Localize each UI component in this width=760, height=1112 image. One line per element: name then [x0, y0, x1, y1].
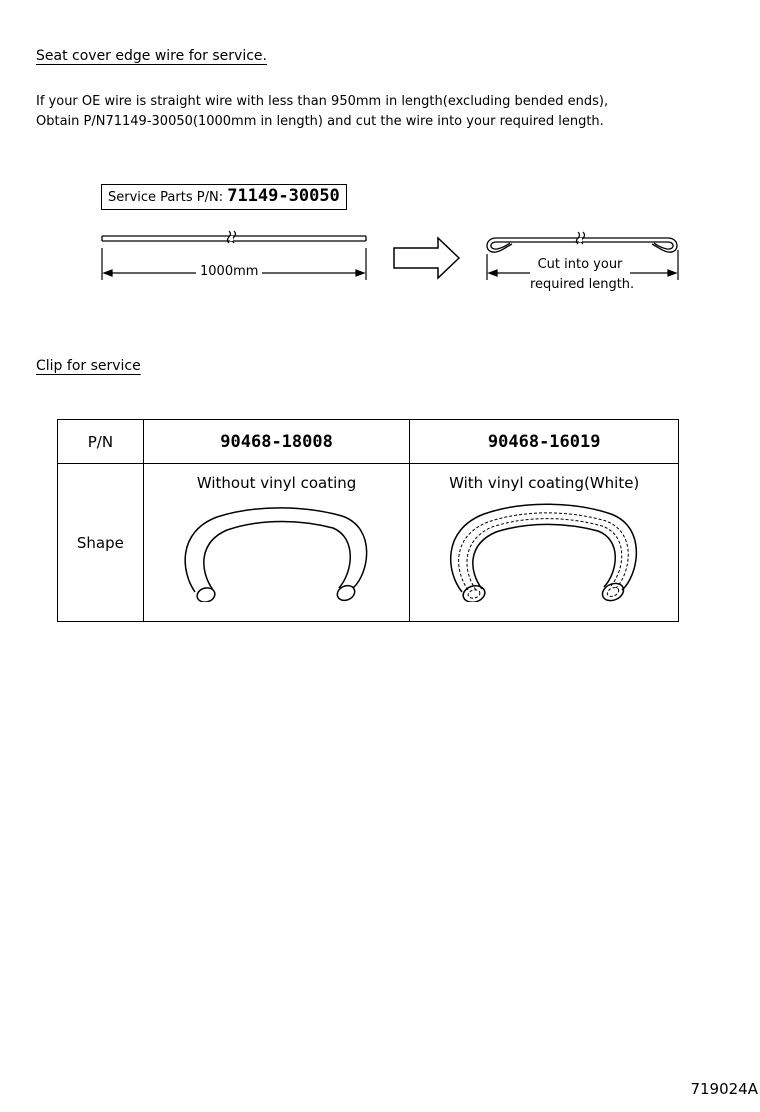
length-label: 1000mm: [196, 264, 262, 279]
service-parts-number: 71149-30050: [227, 186, 340, 206]
pn-cell-col2: 90468-16019: [410, 420, 679, 464]
edge-wire-diagram: [0, 0, 760, 330]
cut-instruction: [530, 255, 635, 295]
clip-description-col2: With vinyl coating(White): [449, 474, 640, 492]
section-heading-clip: Clip for service: [36, 358, 141, 374]
arrow-right-icon: [394, 238, 459, 278]
service-parts-label: Service Parts P/N:: [108, 190, 228, 205]
section-heading-edge-wire: Seat cover edge wire for service.: [36, 48, 267, 64]
intro-line-1: If your OE wire is straight wire with less than 950mm in length(excluding bended ends),: [36, 94, 609, 109]
intro-line-2: Obtain P/N71149-30050(1000mm in length) and cut the wire into your required length.: [36, 114, 604, 129]
clip-coated-icon: [444, 492, 644, 602]
pn-header-cell: P/N: [58, 420, 144, 464]
figure-code: 719024A: [690, 1080, 758, 1098]
bent-wire: [487, 232, 677, 252]
shape-header-cell: Shape: [58, 464, 144, 622]
table-shape-row: [58, 464, 679, 622]
cut-instruction-line-2: required length.: [530, 277, 635, 292]
straight-wire: [102, 231, 366, 243]
clip-plain-icon: [177, 492, 377, 602]
clip-description-col1: Without vinyl coating: [196, 474, 357, 492]
shape-cell-col2: [410, 464, 679, 622]
cut-instruction-line-1: Cut into your: [537, 257, 623, 272]
wire-break-gap: [230, 236, 233, 241]
bent-wire-break-gap: [579, 238, 582, 242]
shape-cell-col1: [143, 464, 410, 622]
pn-cell-col1: 90468-18008: [143, 420, 410, 464]
clip-table: [57, 419, 679, 622]
table-header-row: [58, 420, 679, 464]
